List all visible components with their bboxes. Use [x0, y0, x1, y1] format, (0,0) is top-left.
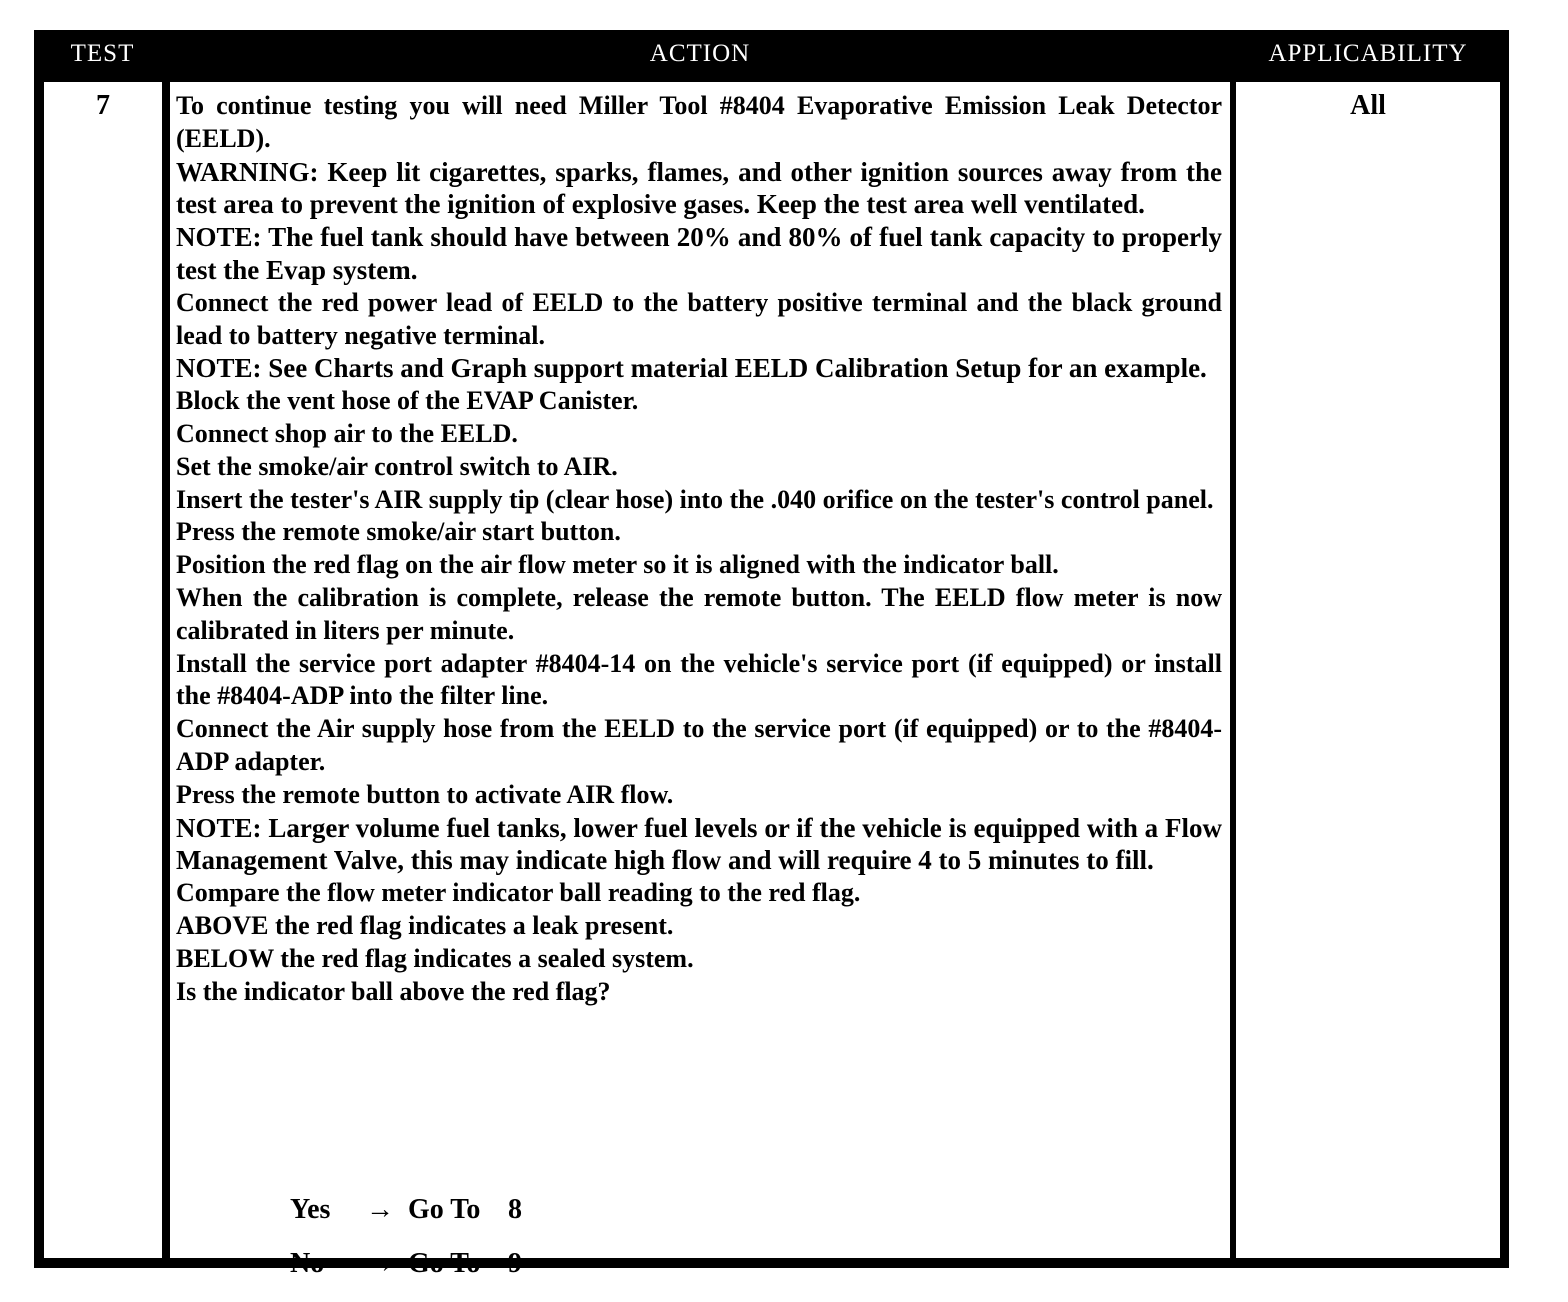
action-line: Position the red flag on the air flow meter so it is aligned with the indicator ball.	[176, 550, 1059, 580]
note-line: NOTE: See Charts and Graph support material EELD Calibration Setup for an example.	[176, 353, 1207, 384]
goto-label: Go To	[408, 1248, 481, 1279]
action-line: Connect the red power lead of EELD to the battery positive terminal and the black ground lead to battery negative terminal.	[176, 287, 1222, 350]
action-line: Block the vent hose of the EVAP Canister.	[176, 386, 639, 416]
action-line: When the calibration is complete, release the remote button. The EELD flow meter is now calibrated in liters per minute.	[176, 582, 1222, 645]
action-line: Insert the tester's AIR supply tip (clear hose) into the .040 orifice on the tester's control panel.	[176, 484, 1214, 514]
note-line: NOTE: The fuel tank should have between 20% and 80% of fuel tank capacity to properly test the Evap system.	[176, 222, 1222, 285]
answer-yes	[290, 1194, 548, 1248]
action-text	[176, 90, 1222, 1008]
action-line: BELOW the red flag indicates a sealed system.	[176, 943, 694, 973]
action-line: To continue testing you will need Miller Tool #8404 Evaporative Emission Leak Detector (EELD).	[176, 91, 1222, 153]
applicability-cell	[1236, 82, 1500, 1258]
action-line: Set the smoke/air control switch to AIR.	[176, 451, 618, 481]
action-line: Press the remote smoke/air start button.	[176, 517, 621, 547]
action-line: Press the remote button to activate AIR flow.	[176, 779, 674, 809]
action-line: Connect the Air supply hose from the EELD to the service port (if equipped) or to the #8404-ADP adapter.	[176, 714, 1222, 776]
action-line: Install the service port adapter #8404-14 on the vehicle's service port (if equipped) or install the #8404-ADP into the filter line.	[176, 648, 1222, 711]
note-line: NOTE: Larger volume fuel tanks, lower fuel levels or if the vehicle is equipped with a Flow Management Valve, this may indicate high flow and will require 4 to 5 minutes to fill.	[176, 812, 1222, 876]
answer-options	[290, 1194, 548, 1302]
question-line: Is the indicator ball above the red flag?	[176, 976, 611, 1006]
test-cell	[44, 82, 162, 1258]
goto-target: 8	[508, 1194, 522, 1225]
test-number: 7	[96, 90, 110, 121]
answer-label: Yes	[290, 1194, 331, 1225]
header-test: TEST	[70, 40, 135, 67]
header-applicability: APPLICABILITY	[1268, 40, 1468, 67]
goto-target: 9	[508, 1248, 522, 1279]
arrow-icon: →	[366, 1248, 394, 1279]
arrow-icon: →	[366, 1194, 394, 1225]
answer-label: No	[290, 1248, 325, 1279]
action-line: Compare the flow meter indicator ball reading to the red flag.	[176, 878, 861, 908]
action-line: Connect shop air to the EELD.	[176, 418, 518, 448]
goto-label: Go To	[408, 1194, 481, 1225]
applicability-value: All	[1350, 90, 1386, 121]
header-action: ACTION	[649, 40, 751, 67]
answer-no	[290, 1248, 548, 1302]
action-line: ABOVE the red flag indicates a leak present.	[176, 910, 674, 940]
warning-line: WARNING: Keep lit cigarettes, sparks, flames, and other ignition sources away from the test area to prevent the ignition of explosive gases. Keep the test area well ventilated.	[176, 156, 1222, 220]
procedure-table	[34, 30, 1509, 1279]
action-cell	[170, 82, 1230, 1279]
